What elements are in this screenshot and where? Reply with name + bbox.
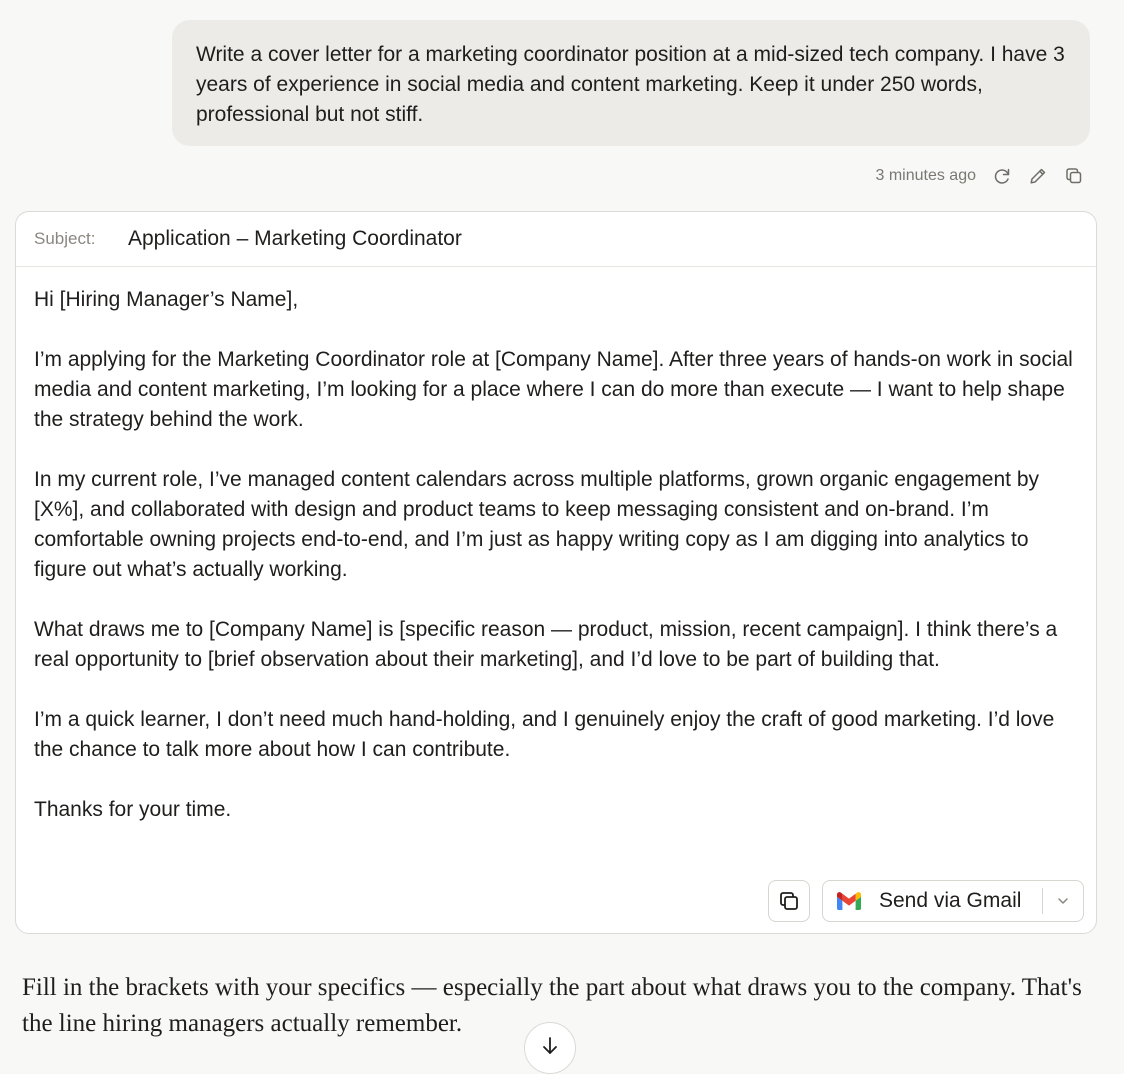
edit-icon (1028, 166, 1048, 186)
email-greeting: Hi [Hiring Manager’s Name], (34, 288, 299, 311)
user-message-bubble (172, 20, 1090, 146)
scroll-to-bottom-button[interactable] (524, 1022, 576, 1074)
send-options-dropdown[interactable] (1043, 881, 1083, 921)
message-actions (875, 160, 1092, 192)
assistant-followup-text: Fill in the brackets with your specifics — especially the part about what draws you to the company. That's the line hiring managers actually remember. (22, 974, 1082, 1037)
email-paragraph: What draws me to [Company Name] is [specific reason — product, mission, recent campaign]. I think there’s a real opportunity to [brief observation about their marketing], and I’d love to be part of building that. (34, 618, 1058, 671)
copy-icon (778, 890, 800, 912)
message-timestamp: 3 minutes ago (875, 167, 976, 184)
retry-button[interactable] (984, 160, 1020, 192)
email-draft-card (15, 211, 1097, 934)
copy-email-button[interactable] (768, 880, 810, 922)
send-via-gmail-main[interactable] (823, 881, 1042, 921)
edit-button[interactable] (1020, 160, 1056, 192)
chevron-down-icon (1056, 894, 1070, 908)
email-paragraph: I’m applying for the Marketing Coordinator role at [Company Name]. After three years of hands-on work in social media and content marketing, I’m looking for a place where I can do more than execute — I want to help shape the strategy behind the work. (34, 348, 1073, 431)
subject-value: Application – Marketing Coordinator (128, 227, 462, 250)
subject-label: Subject: (34, 229, 96, 248)
email-paragraph: I’m a quick learner, I don’t need much hand-holding, and I genuinely enjoy the craft of good marketing. I’d love the chance to talk more about how I can contribute. (34, 708, 1055, 761)
email-body (34, 285, 1080, 855)
email-paragraph: In my current role, I’ve managed content calendars across multiple platforms, grown organic engagement by [X%], and collaborated with design and product teams to keep messaging consistent and on-brand. I’m comfortable owning projects end-to-end, and I’m just as happy writing copy as I am digging into analytics to figure out what’s actually working. (34, 468, 1040, 581)
retry-icon (992, 166, 1012, 186)
arrow-down-icon (539, 1035, 561, 1057)
email-signoff: Thanks for your time. (34, 798, 232, 821)
copy-icon (1064, 166, 1084, 186)
copy-button[interactable] (1056, 160, 1092, 192)
send-via-gmail-label: Send via Gmail (879, 889, 1022, 912)
send-via-gmail-button[interactable] (822, 880, 1084, 922)
user-message-text: Write a cover letter for a marketing coordinator position at a mid-sized tech company. I have 3 years of experience in social media and content marketing. Keep it under 250 words, professional but not stiff. (196, 43, 1065, 126)
subject-row (16, 212, 1096, 267)
gmail-icon (837, 892, 861, 910)
